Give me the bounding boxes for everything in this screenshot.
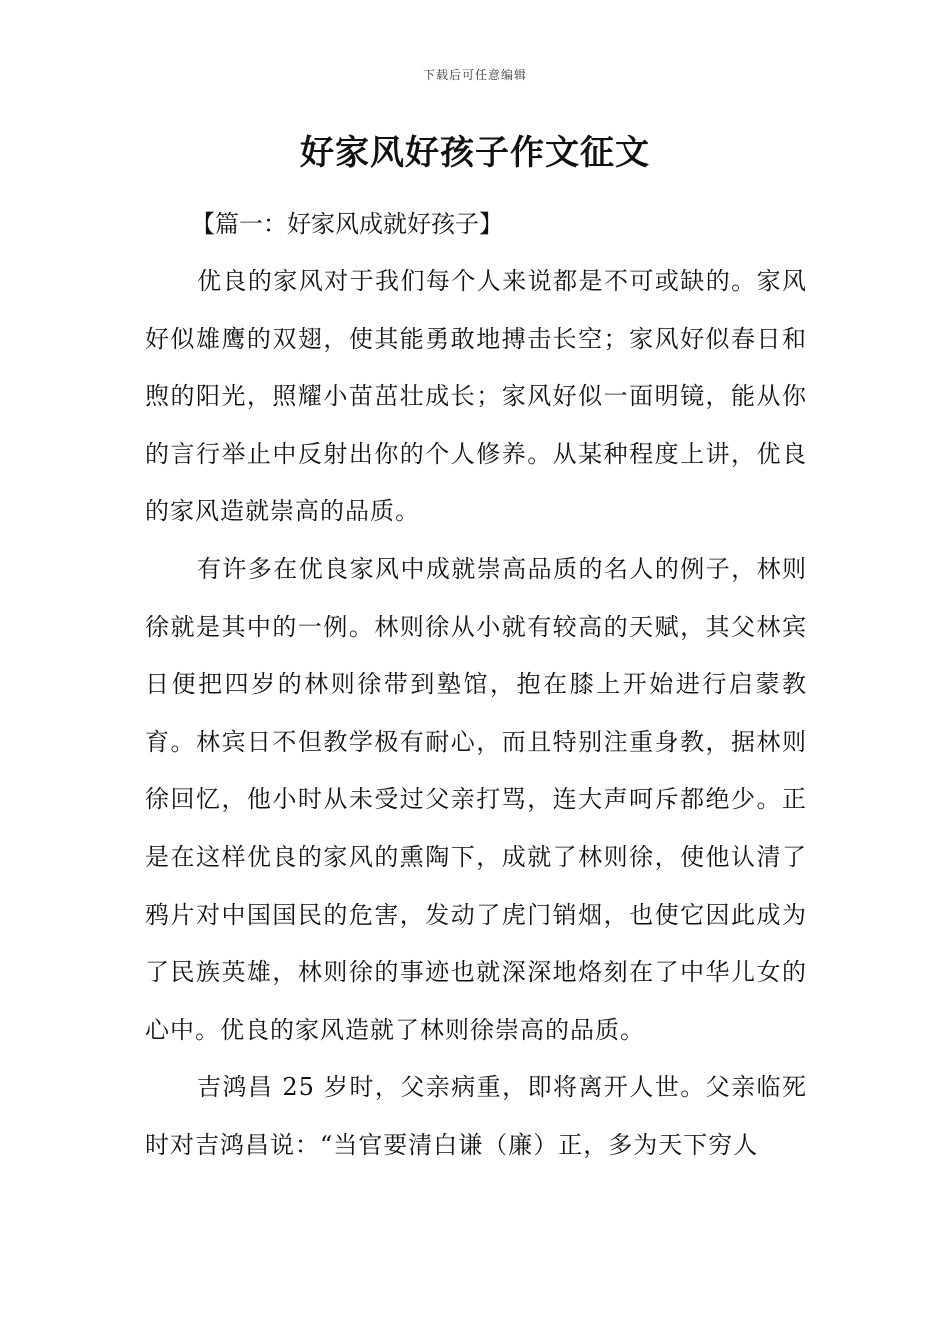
paragraph-1: 优良的家风对于我们每个人来说都是不可或缺的。家风好似雄鹰的双翅，使其能勇敢地搏击长空；家风好似春日和煦的阳光，照耀小苗茁壮成长；家风好似一面明镜，能从你的言行举止中反射出你的个人修养。从某种程度上讲，优良的家风造就崇高的品质。 [145,267,807,526]
section-heading: 【篇一：好家风成就好孩子】 [191,210,503,238]
document-body [145,196,807,1175]
paragraph-2: 有许多在优良家风中成就崇高品质的名人的例子，林则徐就是其中的一例。林则徐从小就有较高的天赋，其父林宾日便把四岁的林则徐带到塾馆，抱在膝上开始进行启蒙教育。林宾日不但教学极有耐心，而且特别注重身教，据林则徐回忆，他小时从未受过父亲打骂，连大声呵斥都绝少。正是在这样优良的家风的熏陶下，成就了林则徐，使他认清了鸦片对中国国民的危害，发动了虎门销烟，也使它因此成为了民族英雄，林则徐的事迹也就深深地烙刻在了中华儿女的心中。优良的家风造就了林则徐崇高的品质。 [145,554,807,1044]
paragraph-3: 吉鸿昌 25 岁时，父亲病重，即将离开人世。父亲临死时对吉鸿昌说：“当官要清白谦（廉）正，多为天下穷人 [145,1073,807,1159]
document-title: 好家风好孩子作文征文 [300,133,650,173]
header-note: 下载后可任意编辑 [422,68,527,82]
